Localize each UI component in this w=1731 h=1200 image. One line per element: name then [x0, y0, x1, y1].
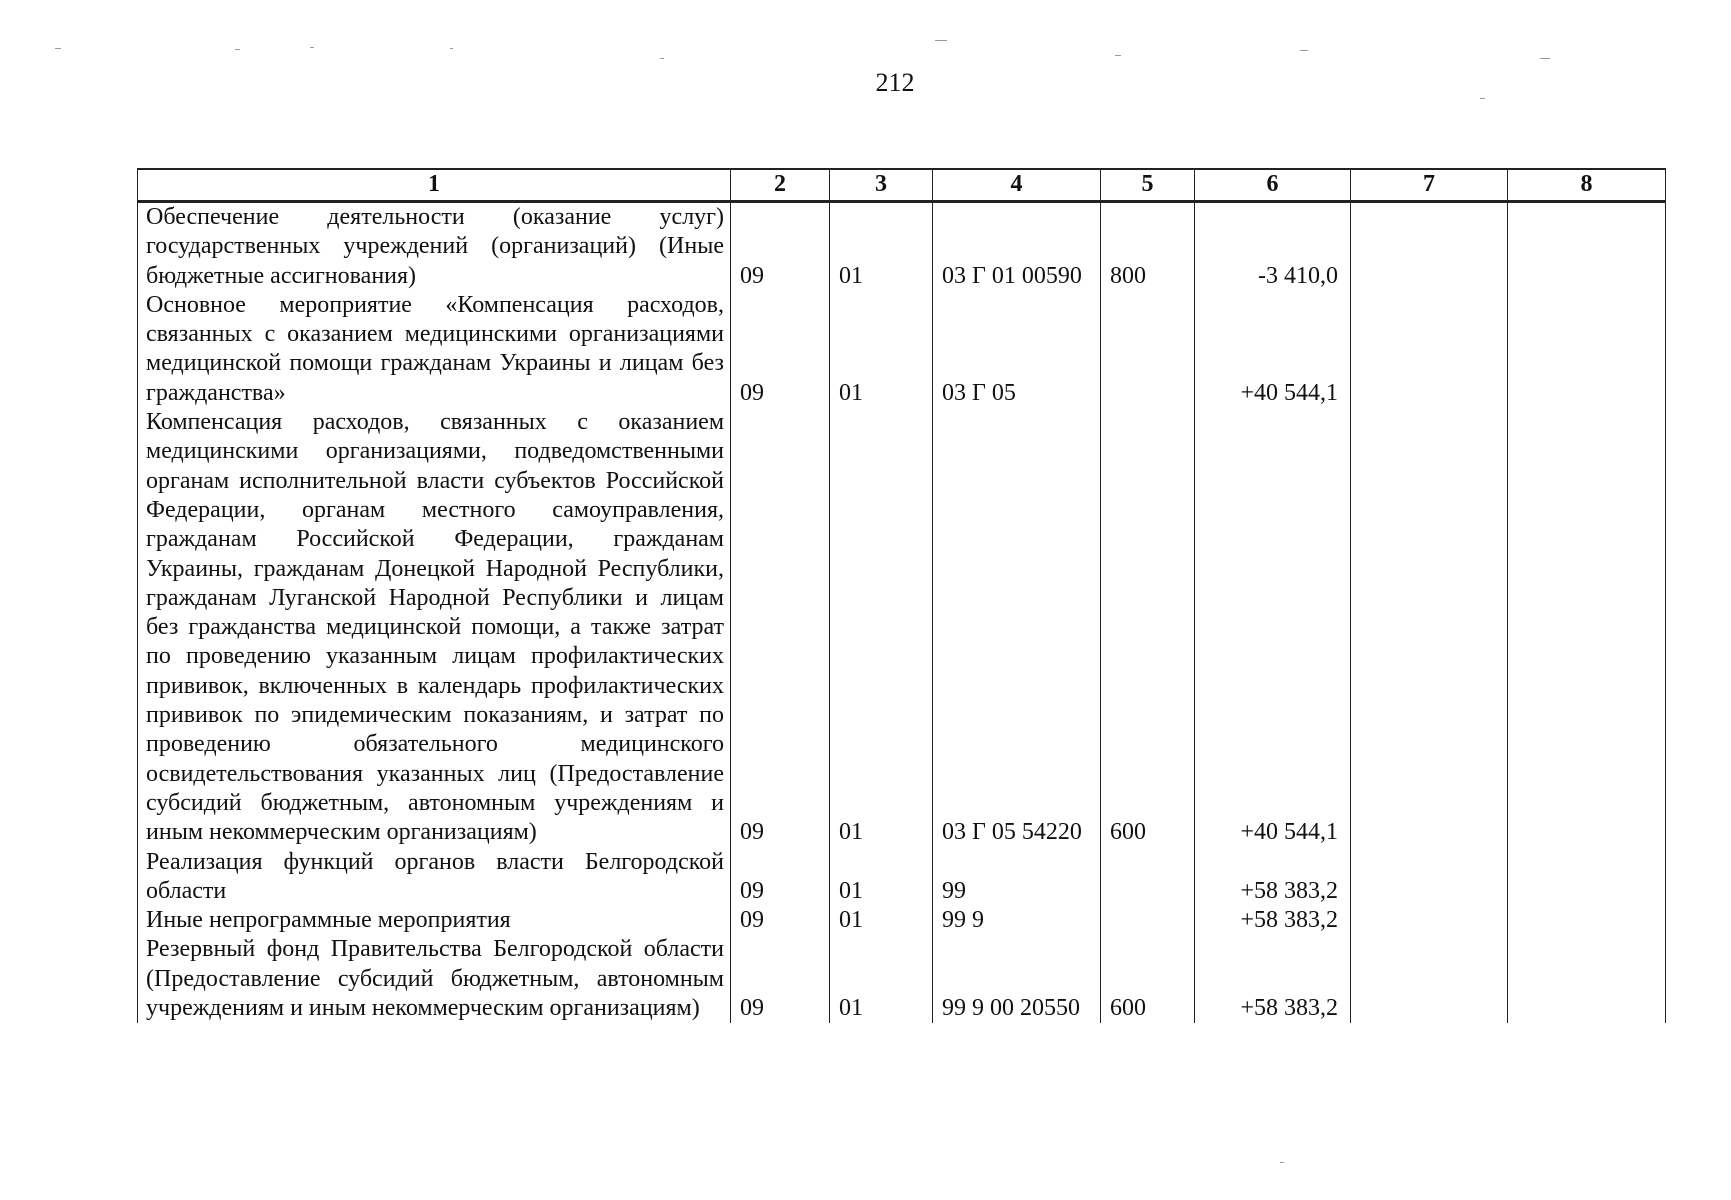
- table-row: [138, 202, 1666, 291]
- column-header-7: 7: [1351, 169, 1508, 202]
- row-target-article-code: 03 Г 01 00590: [933, 202, 1101, 291]
- row-subsection-code: 01: [830, 202, 933, 291]
- row-amount: +58 383,2: [1195, 935, 1351, 1023]
- column-header-4: 4: [933, 169, 1101, 202]
- row-amount: +40 544,1: [1195, 291, 1351, 408]
- column-header-8: 8: [1508, 169, 1666, 202]
- row-col7: [1351, 202, 1508, 291]
- row-section-code: 09: [731, 848, 830, 907]
- row-expense-type-code: 600: [1101, 408, 1195, 847]
- table-row: [138, 408, 1666, 847]
- row-description: Резервный фонд Правительства Белгородской области (Предоставление субсидий бюджетным, автономным учреждениям и иным некоммерческим организациям): [138, 935, 731, 1023]
- row-amount: +58 383,2: [1195, 906, 1351, 935]
- row-section-code: 09: [731, 935, 830, 1023]
- row-col8: [1508, 935, 1666, 1023]
- row-description: Реализация функций органов власти Белгородской области: [138, 848, 731, 907]
- row-col7: [1351, 848, 1508, 907]
- row-col8: [1508, 408, 1666, 847]
- row-description: Иные непрограммные мероприятия: [138, 906, 731, 935]
- column-header-1: 1: [138, 169, 731, 202]
- row-target-article-code: 03 Г 05: [933, 291, 1101, 408]
- table-header-row: [138, 169, 1666, 202]
- row-col8: [1508, 202, 1666, 291]
- table-row: [138, 291, 1666, 408]
- row-col8: [1508, 848, 1666, 907]
- row-amount: +58 383,2: [1195, 848, 1351, 907]
- row-subsection-code: 01: [830, 906, 933, 935]
- row-col7: [1351, 408, 1508, 847]
- row-col8: [1508, 906, 1666, 935]
- row-subsection-code: 01: [830, 408, 933, 847]
- column-header-2: 2: [731, 169, 830, 202]
- row-col7: [1351, 935, 1508, 1023]
- row-description: Основное мероприятие «Компенсация расходов, связанных с оказанием медицинскими организациями медицинской помощи гражданам Украины и лицам без гражданства»: [138, 291, 731, 408]
- row-section-code: 09: [731, 906, 830, 935]
- column-header-5: 5: [1101, 169, 1195, 202]
- page-number: 212: [875, 68, 915, 97]
- row-amount: -3 410,0: [1195, 202, 1351, 291]
- row-expense-type-code: 600: [1101, 935, 1195, 1023]
- row-section-code: 09: [731, 202, 830, 291]
- row-section-code: 09: [731, 408, 830, 847]
- row-target-article-code: 99: [933, 848, 1101, 907]
- row-expense-type-code: [1101, 848, 1195, 907]
- row-target-article-code: 99 9 00 20550: [933, 935, 1101, 1023]
- row-amount: +40 544,1: [1195, 408, 1351, 847]
- row-expense-type-code: [1101, 291, 1195, 408]
- row-subsection-code: 01: [830, 291, 933, 408]
- row-section-code: 09: [731, 291, 830, 408]
- column-header-6: 6: [1195, 169, 1351, 202]
- table-row: [138, 848, 1666, 907]
- table-row: [138, 906, 1666, 935]
- row-subsection-code: 01: [830, 935, 933, 1023]
- row-col7: [1351, 291, 1508, 408]
- row-description: Обеспечение деятельности (оказание услуг) государственных учреждений (организаций) (Иные бюджетные ассигнования): [138, 202, 731, 291]
- row-target-article-code: 03 Г 05 54220: [933, 408, 1101, 847]
- row-col8: [1508, 291, 1666, 408]
- column-header-3: 3: [830, 169, 933, 202]
- row-target-article-code: 99 9: [933, 906, 1101, 935]
- row-expense-type-code: 800: [1101, 202, 1195, 291]
- row-description: Компенсация расходов, связанных с оказанием медицинскими организациями, подведомственными органам исполнительной власти субъектов Российской Федерации, органам местного самоуправления, гражданам Российской Федерации, гражданам Украины, гражданам Донецкой Народной Республики, гражданам Луганской Народной Республики и лицам без гражданства медицинской помощи, а также затрат по проведению указанным лицам профилактических прививок, включенных в календарь профилактических прививок по эпидемическим показаниям, и затрат по проведению обязательного медицинского освидетельствования указанных лиц (Предоставление субсидий бюджетным, автономным учреждениям и иным некоммерческим организациям): [138, 408, 731, 847]
- budget-table: [137, 168, 1666, 1023]
- row-subsection-code: 01: [830, 848, 933, 907]
- row-expense-type-code: [1101, 906, 1195, 935]
- budget-table-container: [137, 168, 1665, 1140]
- row-col7: [1351, 906, 1508, 935]
- table-row: [138, 935, 1666, 1023]
